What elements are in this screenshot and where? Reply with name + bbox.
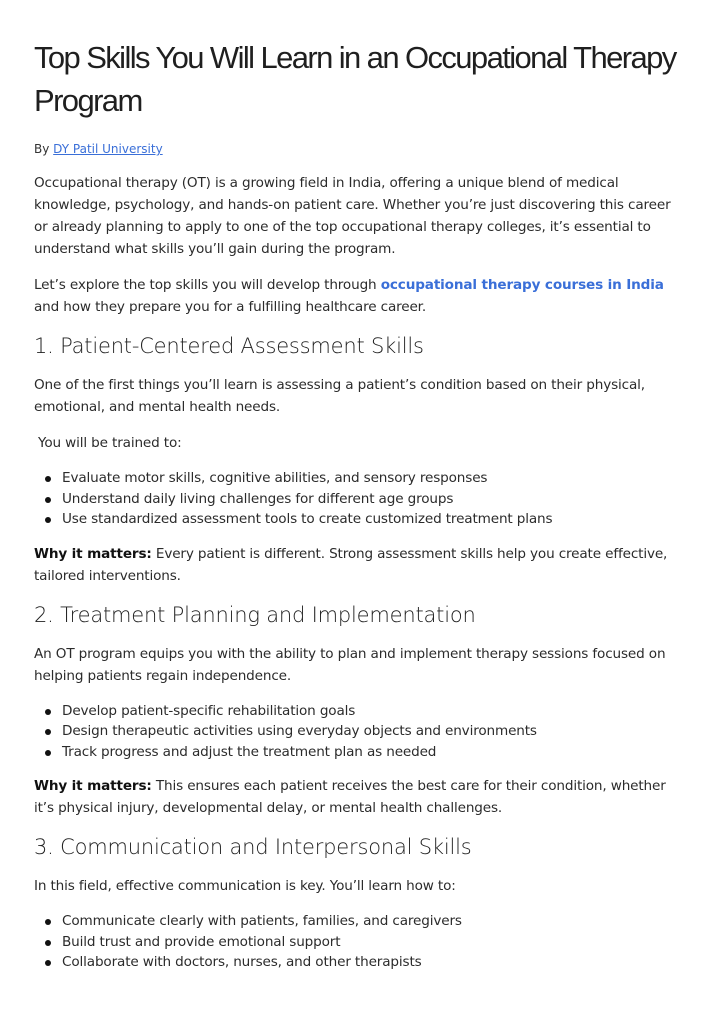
list-item: Track progress and adjust the treatment plan as needed — [62, 742, 686, 763]
page-title: Top Skills You Will Learn in an Occupational Therapy Program — [34, 40, 676, 118]
intro-paragraph-2 — [34, 274, 686, 318]
section-2-why-it-matters — [34, 775, 686, 819]
section-heading-2: 2. Treatment Planning and Implementation — [34, 602, 476, 627]
why-it-matters-label: Why it matters: — [34, 545, 152, 562]
section-1-paragraph: One of the first things you’ll learn is assessing a patient’s condition based on their physical, emotional, and mental health needs. — [34, 377, 645, 415]
section-heading-3: 3. Communication and Interpersonal Skills — [34, 835, 472, 859]
why-it-matters-text: Every patient is different. Strong assessment skills help you create effective, tailored interventions. — [34, 545, 668, 584]
byline-prefix: By — [34, 142, 50, 156]
why-it-matters-text: This ensures each patient receives the best care for their condition, whether it’s physical injury, developmental delay, or mental health challenges. — [34, 778, 666, 816]
section-2-list — [34, 701, 686, 763]
list-item: Design therapeutic activities using everyday objects and environments — [62, 721, 686, 742]
author-link[interactable]: DY Patil University — [53, 142, 163, 156]
list-item: Build trust and provide emotional support — [62, 932, 686, 953]
intro-text-before: Let’s explore the top skills you will develop through — [34, 277, 381, 293]
list-item: Communicate clearly with patients, families, and caregivers — [62, 911, 686, 932]
list-item: Develop patient-specific rehabilitation goals — [62, 701, 686, 722]
section-3-paragraph: In this field, effective communication is key. You’ll learn how to: — [34, 878, 456, 894]
section-1-list — [34, 468, 686, 530]
intro-paragraph-1: Occupational therapy (OT) is a growing field in India, offering a unique blend of medical knowledge, psychology, and hands-on patient care. Whether you’re just discovering this career or already planning to apply to one of the top occupational therapy colleges, it’s essential to understand what skills you’ll gain during the program. — [34, 175, 671, 257]
why-it-matters-label: Why it matters: — [34, 778, 152, 794]
list-item: Understand daily living challenges for different age groups — [62, 489, 686, 510]
section-1-lead-in: You will be trained to: — [38, 435, 182, 451]
section-1-why-it-matters — [34, 543, 686, 587]
section-2-paragraph: An OT program equips you with the ability to plan and implement therapy sessions focused on helping patients regain independence. — [34, 645, 666, 684]
intro-text-after: and how they prepare you for a fulfilling healthcare career. — [34, 299, 427, 315]
list-item: Evaluate motor skills, cognitive abilities, and sensory responses — [62, 468, 686, 489]
section-heading-1: 1. Patient-Centered Assessment Skills — [34, 334, 424, 358]
byline — [34, 142, 686, 156]
list-item: Use standardized assessment tools to create customized treatment plans — [62, 509, 686, 530]
ot-courses-link[interactable]: occupational therapy courses in India — [380, 277, 664, 293]
list-item: Collaborate with doctors, nurses, and other therapists — [62, 952, 686, 973]
section-3-list — [34, 911, 686, 973]
